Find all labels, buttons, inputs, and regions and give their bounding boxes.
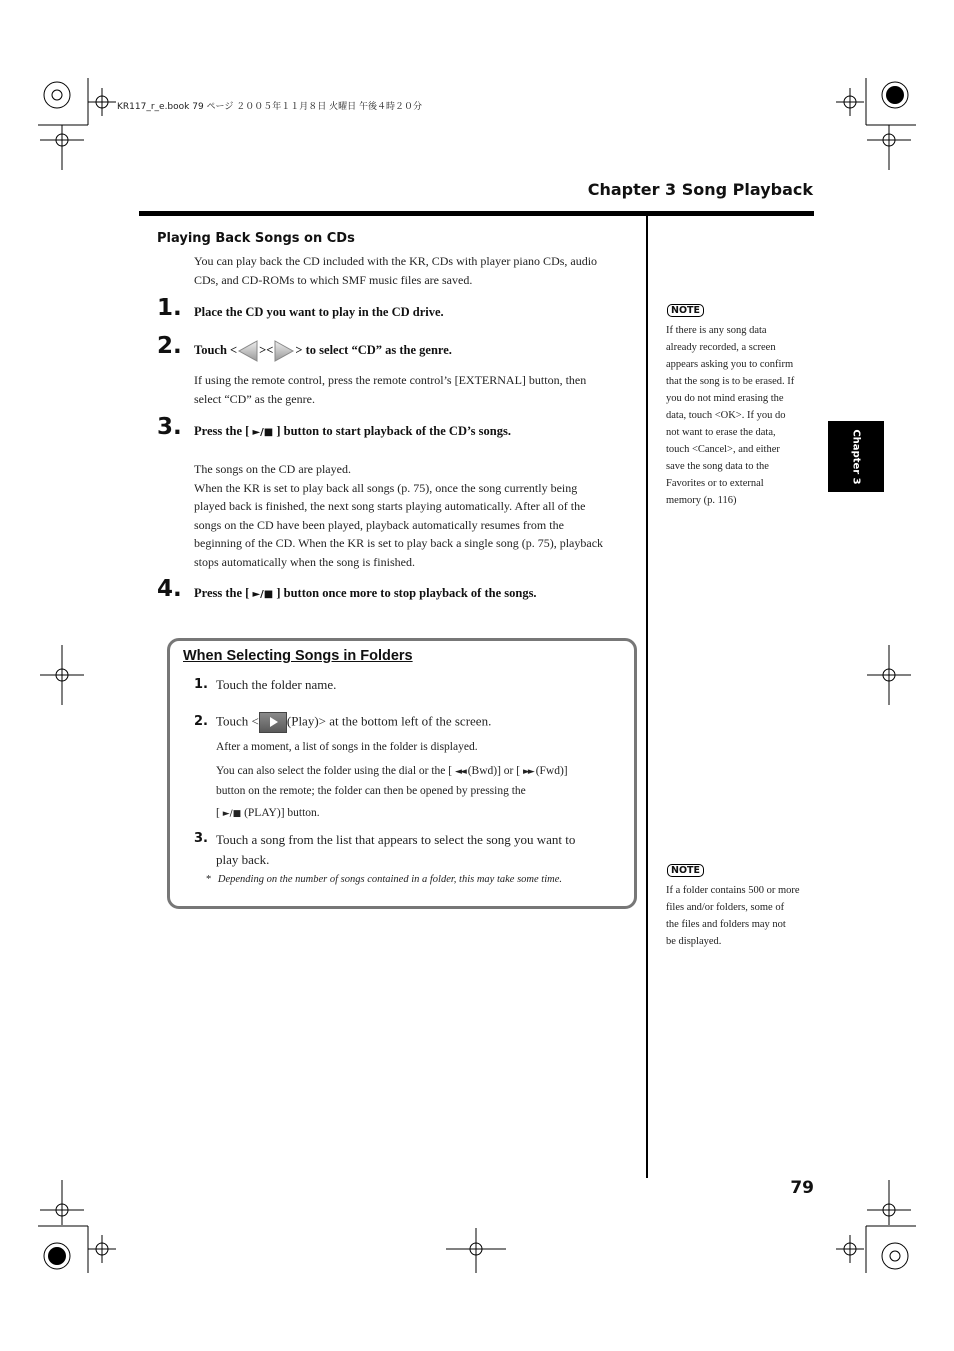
step-text-part: ] button once more to stop playback of the songs. [273,586,537,600]
play-button-icon [259,712,287,733]
note-line: be displayed. [666,936,722,947]
substep-detail: After a moment, a list of songs in the folder is displayed. [216,741,478,753]
note-line: If a folder contains 500 or more [666,885,800,896]
note-1-text [666,322,794,509]
note-line: the files and folders may not [666,919,786,930]
play-stop-icon: ►/■ [222,809,242,819]
note-2 [667,860,704,878]
step-detail [194,371,586,408]
left-arrow-icon [237,340,259,362]
note-line: that the song is to be erased. If [666,376,795,387]
note-2-text [666,882,800,950]
detail-line: beginning of the CD. When the KR is set to play back a single song (p. 75), playback [194,536,604,551]
right-arrow-icon [273,340,295,362]
step-text-part: >< [259,342,274,357]
detail-line: played back is finished, the next song starts playing automatically. After all of the [194,499,586,514]
chapter-side-tab [828,421,884,492]
section-intro [194,252,597,289]
substep-number: 3. [194,831,208,846]
substep-line: Touch a song from the list that appears to select the song you want to [216,832,576,847]
note-line: Favorites or to external [666,478,764,489]
substep-text-part: Touch < [216,713,259,729]
detail-line [216,762,568,782]
detail-part: (PLAY)] button. [241,807,320,819]
step-text-part: Press the [ [194,424,253,438]
header-rule [139,211,814,216]
substep-text: Touch the folder name. [216,677,337,692]
chapter-title: Chapter 3 Song Playback [587,180,813,199]
step-text [194,340,452,362]
section-heading: Playing Back Songs on CDs [157,231,355,246]
detail-line: songs on the CD have been played, playback automatically resumes from the [194,517,564,532]
note-line: memory (p. 116) [666,495,737,506]
note-badge: NOTE [667,864,704,877]
note-line: save the song data to the [666,461,769,472]
step-number: 1. [157,295,182,321]
step-number: 2. [157,333,182,359]
column-divider [646,216,648,1178]
intro-line: You can play back the CD included with the KR, CDs with player piano CDs, audio [194,254,598,268]
page-number: 79 [790,1178,814,1198]
detail-line: button on the remote; the folder can then be opened by pressing the [216,785,526,797]
chapter-side-tab-label: Chapter 3 [850,428,862,485]
note-line: If there is any song data [666,325,767,336]
note-line: you do not mind erasing the [666,393,784,404]
fast-forward-icon: ►► [522,767,533,777]
substep-number: 1. [194,677,208,692]
step-text-part: > to select “CD” as the genre. [295,342,452,357]
detail-part: (Fwd)] [532,765,568,777]
substep-number: 2. [194,714,208,729]
step-text-part: Press the [ [194,586,253,600]
rewind-icon: ◄◄ [455,767,465,777]
detail-line: stops automatically when the song is finished. [194,554,415,569]
print-header: KR117_r_e.book 79 ページ ２００５年１１月８日 火曜日 午後４時２０分 [117,102,422,112]
detail-part: (Bwd)] or [ [464,765,523,777]
detail-line [216,804,568,824]
step-text-part: Touch < [194,342,238,357]
step-text-part: ] button to start playback of the CD’s songs. [273,424,511,438]
footnote-mark: * [206,874,212,885]
detail-line: select “CD” as the genre. [194,391,315,406]
note-line: data, touch <OK>. If you do [666,410,786,421]
substep-text-part: (Play)> at the bottom left of the screen. [286,713,492,729]
step-text: Place the CD you want to play in the CD drive. [194,305,444,319]
step-text [194,424,511,439]
step-detail [194,460,603,572]
footnote-text: Depending on the number of songs contained in a folder, this may take some time. [217,874,562,885]
note-1 [667,300,704,318]
footnote [206,874,562,885]
substep-text [216,712,491,733]
step-text [194,586,537,601]
note-line: already recorded, a screen [666,342,776,353]
note-line: appears asking you to confirm [666,359,794,370]
note-line: not want to erase the data, [666,427,776,438]
detail-line: If using the remote control, press the remote control’s [EXTERNAL] button, then [194,373,587,387]
note-line: files and/or folders, some of [666,902,785,913]
note-line: touch <Cancel>, and either [666,444,780,455]
play-stop-icon: ►/■ [252,589,274,600]
detail-line: When the KR is set to play back all songs (p. 75), once the song currently being [194,480,578,495]
box-heading: When Selecting Songs in Folders [183,648,413,664]
substep-text [216,830,575,870]
substep-detail [216,762,568,824]
note-badge: NOTE [667,304,704,317]
intro-line: CDs, and CD-ROMs to which SMF music files are saved. [194,272,473,287]
detail-part: You can also select the folder using the dial or the [ [216,765,455,777]
step-number: 4. [157,576,182,602]
detail-part: [ [216,807,223,819]
play-stop-icon: ►/■ [252,427,274,438]
detail-line: The songs on the CD are played. [194,462,351,476]
step-number: 3. [157,414,182,440]
substep-line: play back. [216,852,270,867]
